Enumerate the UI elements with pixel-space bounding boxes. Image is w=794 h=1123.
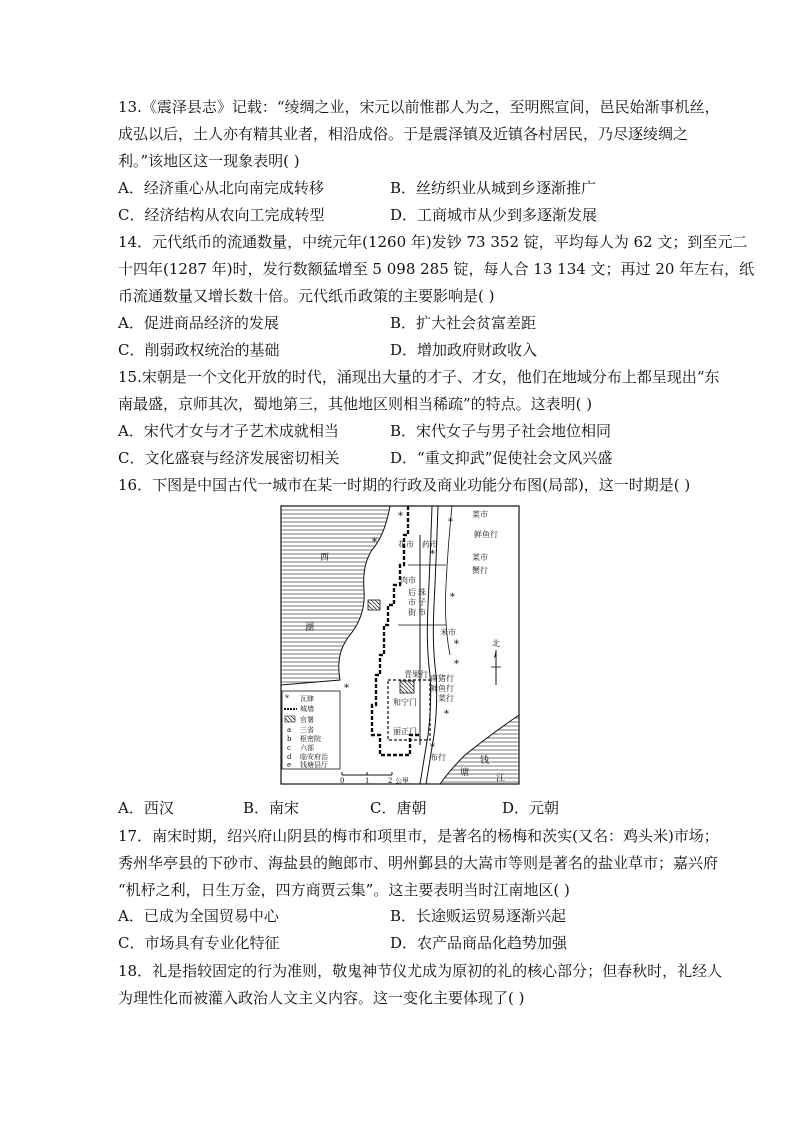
market-label-caishi-2: 菜市 bbox=[472, 553, 488, 562]
market-label-zhu: 珠 bbox=[418, 588, 426, 597]
gate-label-heningmen: 和宁门 bbox=[393, 698, 417, 707]
market-label-zi: 子 bbox=[418, 598, 426, 607]
market-label-yaoshi: 药市 bbox=[422, 540, 438, 549]
q14-line-1: 14．元代纸币的流通数量，中统元年(1260 年)发钞 73 352 锭，平均每人为 62 文；到至元二 bbox=[118, 233, 748, 251]
q15-line-1: 15.宋朝是一个文化开放的时代，涌现出大量的才子、才女，他们在地域分布上都呈现出“东 bbox=[118, 368, 720, 386]
q15-option-a: A．宋代才女与才子艺术成就相当 bbox=[118, 422, 339, 440]
wasi-mark: * bbox=[372, 537, 377, 548]
city-map bbox=[280, 505, 520, 785]
q13-line-2: 成弘以后，土人亦有精其业者，相沿成俗。于是震泽镇及近镇各村居民，乃尽逐绫绸之 bbox=[118, 125, 689, 143]
q13-option-d: D．工商城市从少到多逐渐发展 bbox=[390, 206, 598, 224]
q14-line-3: 币流通数量又增长数十倍。元代纸币政策的主要影响是( ) bbox=[118, 287, 495, 305]
market-label-xianyuhang-1: 鲜鱼行 bbox=[474, 530, 498, 539]
gate-label-lizhengmen: 丽正门 bbox=[393, 727, 417, 736]
market-label-roushi: 肉市 bbox=[400, 576, 416, 585]
market-label-xiehang: 蟹行 bbox=[472, 566, 488, 575]
wasi-mark: * bbox=[398, 511, 403, 522]
legend-key-d: d bbox=[287, 753, 292, 761]
map-glyph: * bbox=[285, 694, 289, 703]
legend-shumiyuan: 枢密院 bbox=[300, 735, 321, 743]
q17-option-c: C．市场具有专业化特征 bbox=[118, 934, 280, 952]
legend-office: 官署 bbox=[300, 716, 314, 724]
lake-label-1: 西 bbox=[320, 553, 330, 563]
market-label-shi1: 市 bbox=[408, 598, 416, 607]
wasi-mark: * bbox=[430, 742, 435, 753]
q17-line-3: “机杼之利，日生万金，四方商贾云集”。这主要表明当时江南地区( ) bbox=[118, 881, 570, 899]
river-label-3: 江 bbox=[496, 774, 506, 784]
legend-wasi: 瓦肆 bbox=[300, 695, 314, 703]
scale-unit: 公里 bbox=[395, 777, 409, 785]
scale-1: 1 bbox=[365, 777, 370, 785]
legend-key-c: c bbox=[287, 744, 291, 752]
river-label-1: 钱 bbox=[480, 756, 490, 766]
market-label-xianyuhang-2: 鲜鱼行 bbox=[430, 684, 454, 693]
q16-option-a: A．西汉 bbox=[118, 799, 174, 817]
q17-line-1: 17．南宋时期，绍兴府山阴县的梅市和项里市，是著名的杨梅和茨实(又名：鸡头米)市场； bbox=[118, 827, 719, 845]
legend-key-a: a bbox=[287, 726, 292, 734]
q13-option-c: C．经济结构从农向工完成转型 bbox=[118, 206, 325, 224]
market-label-shi2: 市 bbox=[418, 608, 426, 617]
market-label-hou: 后 bbox=[408, 588, 416, 597]
q15-option-b: B．宋代女子与男子社会地位相同 bbox=[390, 422, 612, 440]
q13-line-3: 利。”该地区这一现象表明( ) bbox=[118, 152, 300, 170]
market-label-buhang: 布行 bbox=[430, 753, 446, 762]
q16-line-1: 16．下图是中国古代一城市在某一时期的行政及商业功能分布图(局部)，这一时期是( ) bbox=[118, 476, 691, 494]
q14-option-a: A．促进商品经济的发展 bbox=[118, 314, 279, 332]
q14-option-b: B．扩大社会贫富差距 bbox=[390, 314, 537, 332]
wasi-mark: * bbox=[450, 592, 455, 603]
wasi-mark: * bbox=[448, 517, 453, 528]
q14-option-c: C．削弱政权统治的基础 bbox=[118, 341, 280, 359]
river-label-2: 塘 bbox=[460, 768, 470, 778]
q15-line-2: 南最盛，京师其次，蜀地第三，其他地区则相当稀疏”的特点。这表明( ) bbox=[118, 395, 593, 413]
q15-option-c: C．文化盛衰与经济发展密切相关 bbox=[118, 449, 340, 467]
office-mark-2 bbox=[400, 681, 414, 693]
legend-key-e: e bbox=[287, 761, 292, 769]
wasi-mark: * bbox=[454, 659, 459, 670]
q15-option-d: D．“重文抑武”促使社会文风兴盛 bbox=[390, 449, 613, 467]
market-label-mishi: 米市 bbox=[440, 628, 456, 637]
wasi-mark: * bbox=[454, 639, 459, 650]
market-label-caishi-1: 菜市 bbox=[472, 510, 488, 519]
q16-option-d: D．元朝 bbox=[502, 799, 560, 817]
market-label-nanzhuhang: 南猪行 bbox=[430, 674, 454, 683]
q13-option-b: B．丝纺织业从城到乡逐渐推广 bbox=[390, 179, 597, 197]
market-label-qingguohang: 青果行 bbox=[404, 670, 428, 679]
q17-option-b: B．长途贩运贸易逐渐兴起 bbox=[390, 907, 567, 925]
wasi-mark: * bbox=[430, 549, 435, 560]
scale-0: 0 bbox=[340, 777, 345, 785]
legend-sansheng: 三省 bbox=[300, 726, 314, 734]
legend-qiantangxianting: 钱塘县厅 bbox=[300, 761, 328, 769]
q13-option-a: A．经济重心从北向南完成转移 bbox=[118, 179, 324, 197]
wasi-mark: * bbox=[444, 709, 449, 720]
market-label-jie: 街 bbox=[408, 608, 416, 617]
city-map-figure bbox=[280, 505, 520, 785]
q14-line-2: 十四年(1287 年)时，发行数额猛增至 5 098 285 锭，每人合 13 134 文；再过 20 年左右，纸 bbox=[118, 260, 755, 278]
q16-option-b: B．南宋 bbox=[243, 799, 300, 817]
legend-linanfuzhi: 临安府治 bbox=[300, 753, 328, 761]
legend-key-b: b bbox=[287, 735, 292, 743]
lake-label-2: 湖 bbox=[305, 623, 315, 633]
q17-option-a: A．已成为全国贸易中心 bbox=[118, 907, 279, 925]
q17-line-2: 秀州华亭县的下砂市、海盐县的鲍郎市、明州鄞县的大嵩市等则是著名的盐业草市；嘉兴府 bbox=[118, 854, 719, 872]
office-mark-1 bbox=[368, 600, 380, 610]
market-label-huashi: 花市 bbox=[398, 540, 414, 549]
north-label: 北 bbox=[492, 639, 500, 648]
q18-line-2: 为理性化而被灌入政治人文主义内容。这一变化主要体现了( ) bbox=[118, 989, 525, 1007]
legend-wall: 城墙 bbox=[300, 705, 314, 713]
legend-liubu: 六部 bbox=[300, 744, 314, 752]
market-label-caihang: 菜行 bbox=[438, 694, 454, 703]
q16-option-c: C．唐朝 bbox=[370, 799, 427, 817]
q17-option-d: D．农产品商品化趋势加强 bbox=[390, 934, 568, 952]
q18-line-1: 18．礼是指较固定的行为准则，敬鬼神节仪尤成为原初的礼的核心部分；但春秋时，礼经人 bbox=[118, 962, 723, 980]
wasi-mark: * bbox=[344, 683, 349, 694]
scale-2: 2 bbox=[388, 777, 393, 785]
q14-option-d: D．增加政府财政收入 bbox=[390, 341, 538, 359]
q13-line-1: 13.《震泽县志》记载：“绫绸之业，宋元以前惟郡人为之，至明熙宣间，邑民始渐事机丝， bbox=[118, 98, 720, 116]
